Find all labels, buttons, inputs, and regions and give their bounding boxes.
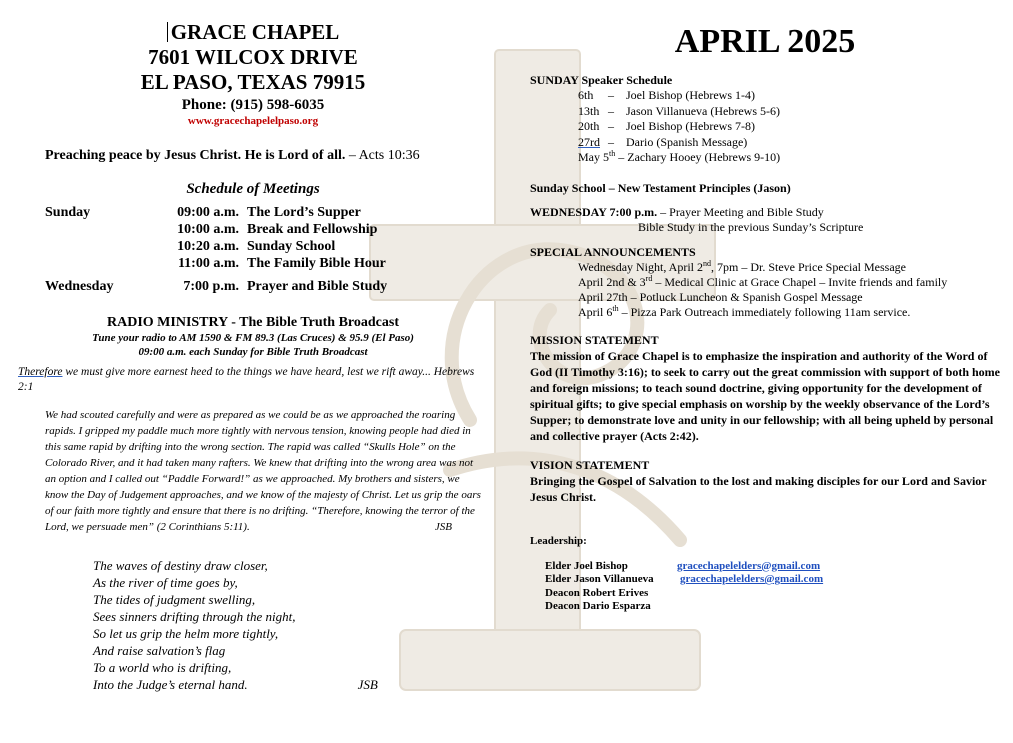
meeting-row: 10:20 a.m. Sunday School (177, 239, 336, 254)
speaker-item: 13th – Jason Villanueva (Hebrews 5-6) (578, 103, 781, 118)
sunday-school: Sunday School – New Testament Principles (Jason) (530, 180, 791, 195)
poem: The waves of destiny draw closer, As the river of time goes by, The tides of judgment swelling, Sees sinners drifting through the night, So let us grip the helm more tightly, And raise salvation’s flag To a world who is drifting, Into the Judge’s eternal hand. JSB (93, 558, 378, 692)
leader-email-link[interactable]: gracechapelelders@gmail.com (680, 573, 824, 585)
church-address-street: 7601 WILCOX DRIVE (148, 45, 358, 69)
vision-text: Bringing the Gospel of Salvation to the lost and making disciples for our Lord and Savior Jesus Christ. (530, 473, 987, 504)
speaker-item: 20th – Joel Bishop (Hebrews 7-8) (578, 119, 755, 133)
speaker-item: 27rd – Dario (Spanish Message) (578, 134, 748, 149)
speaker-schedule (578, 88, 1000, 166)
church-header (18, 20, 488, 127)
vision-title: VISION STATEMENT (530, 457, 650, 472)
right-column (530, 20, 1000, 614)
radio-time: 09:00 a.m. each Sunday for Bible Truth Broadcast (138, 346, 368, 358)
poem-signature: JSB (357, 677, 378, 692)
church-website-link[interactable]: www.gracechapelelpaso.org (187, 115, 319, 127)
church-address-city: EL PASO, TEXAS 79915 (140, 70, 366, 94)
month-title: APRIL 2025 (674, 23, 856, 60)
meeting-row: Sunday 09:00 a.m. The Lord’s Supper (45, 205, 361, 220)
announcements-title: SPECIAL ANNOUNCEMENTS (530, 244, 696, 259)
leadership-title: Leadership: (530, 534, 587, 547)
radio-frequencies: Tune your radio to AM 1590 & FM 89.3 (Las Cruces) & 95.9 (El Paso) (92, 332, 414, 344)
speaker-item: May 5th – Zachary Hooey (Hebrews 9-10) (578, 149, 781, 164)
meeting-row: 10:00 a.m. Break and Fellowship (177, 222, 378, 237)
announcements-list (578, 260, 1000, 320)
leader-email-link[interactable]: gracechapelelders@gmail.com (677, 559, 821, 572)
announcement-item: April 2nd & 3rd – Medical Clinic at Grace Chapel – Invite friends and family (578, 273, 948, 289)
leader-row: Deacon Robert Erives (545, 586, 649, 599)
leadership-list (545, 560, 1000, 614)
announcement-item: April 6th – Pizza Park Outreach immediately following 11am service. (578, 303, 911, 319)
wednesday-meeting: WEDNESDAY 7:00 p.m. – Prayer Meeting and Bible Study Bible Study in the previous Sunday’s Scripture (530, 204, 864, 234)
meeting-row: Wednesday 7:00 p.m. Prayer and Bible Study (45, 279, 388, 294)
leader-row: Deacon Dario Esparza (545, 600, 651, 612)
announcement-item: April 27th – Potluck Luncheon & Spanish Gospel Message (578, 289, 863, 304)
left-column (18, 20, 488, 693)
story-signature: JSB (434, 521, 452, 533)
devotional-story: We had scouted carefully and were as prepared as we could be as we approached the roaring rapids. I gripped my paddle much more tightly with nervous tension, knowing people had died in this same rapid by drifting into the wrong section. The rapid was called “Skulls Hole” on the Colorado River, and it had taken many rafters. We knew that drifting into the wrong area was not an option and I called out “Paddle Forward!” as we approached. My brothers and sisters, we know the Day of Judgement approaches, and we know of the majesty of Christ. Let us grip the oars of our faith more tightly and ensure that there is no drifting. “Therefore, knowing the terror of the Lord, we persuade men” (2 Corinthians 5:11). JSB (45, 409, 481, 533)
church-name: GRACE CHAPEL (170, 20, 340, 44)
leader-row: Elder Joel Bishop gracechapelelders@gmail.com (545, 559, 821, 572)
speaker-schedule-title: SUNDAY Speaker Schedule (530, 73, 673, 87)
speaker-item: 6th – Joel Bishop (Hebrews 1-4) (578, 88, 755, 102)
tagline: Preaching peace by Jesus Christ. He is Lord of all. – Acts 10:36 (45, 148, 420, 163)
text-cursor (167, 22, 168, 42)
meeting-schedule (18, 204, 488, 295)
meeting-row: 11:00 a.m. The Family Bible Hour (177, 256, 386, 271)
schedule-title: Schedule of Meetings (186, 181, 320, 197)
church-phone: Phone: (915) 598-6035 (181, 97, 325, 113)
mission-title: MISSION STATEMENT (530, 332, 659, 347)
leader-row: Elder Jason Villanueva gracechapelelders@gmail.com (545, 573, 824, 585)
announcement-item: Wednesday Night, April 2nd, 7pm – Dr. Steve Price Special Message (578, 258, 906, 274)
mission-text: The mission of Grace Chapel is to emphasize the inspiration and authority of the Word of God (II Timothy 3:16); to seek to carry out the great commission with support of both home and foreign missions; to teach sound doctrine, giving opportunity for the development of spiritual gifts; to give special emphasis on worship by the weekly observance of the Lord’s Supper; to demonstrate love and unity in our fellowship; with all being upheld by personal and collective prayer (Acts 2:42). (530, 348, 1000, 443)
hebrews-verse: Therefore we must give more earnest heed to the things we have heard, lest we rift away... Hebrews 2:1 (18, 366, 475, 393)
radio-title: RADIO MINISTRY - The Bible Truth Broadcast (107, 315, 399, 330)
